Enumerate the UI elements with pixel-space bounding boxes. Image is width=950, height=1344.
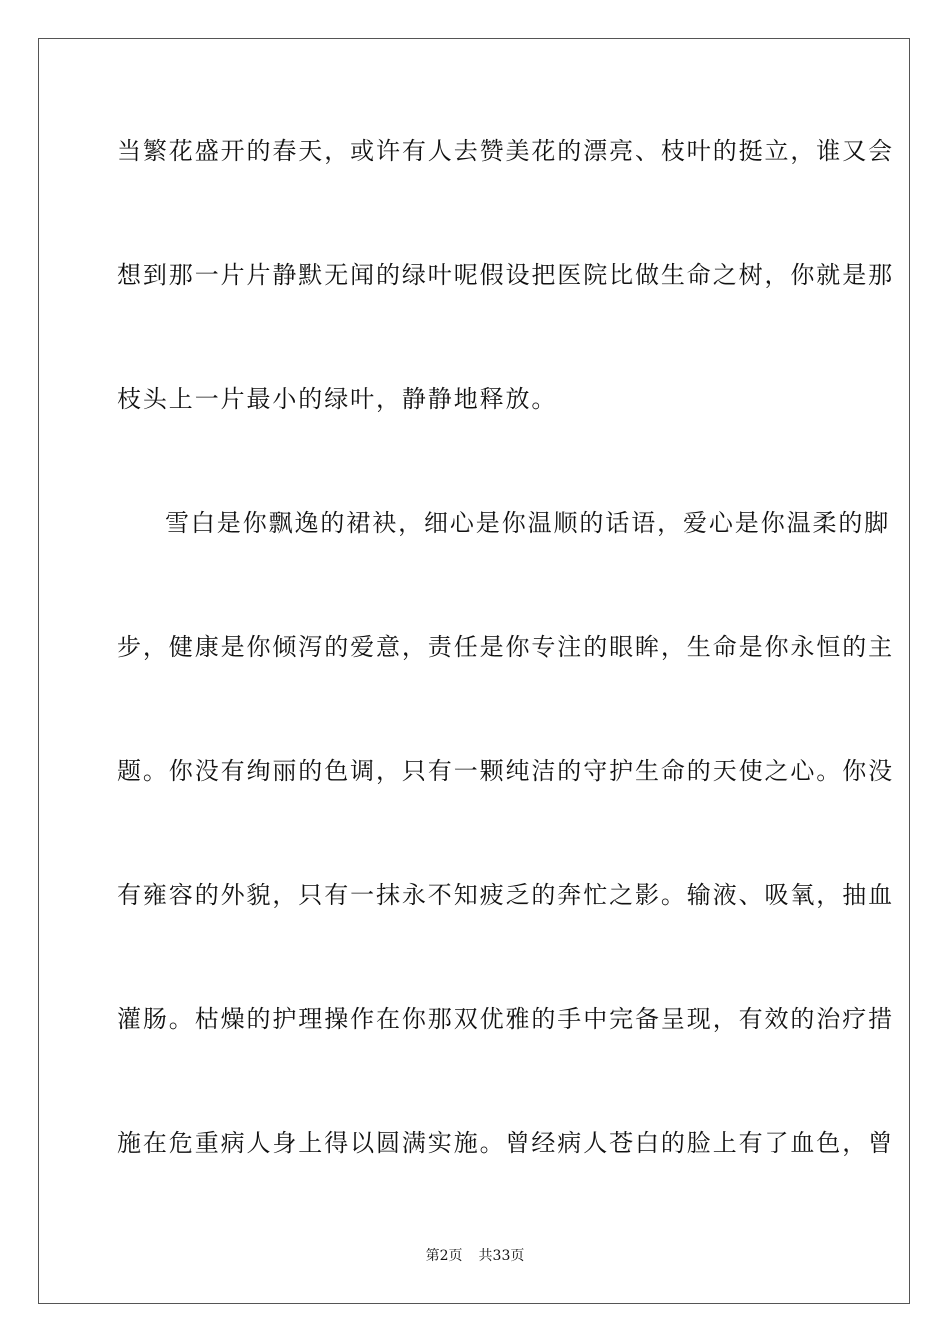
page-number: 第2页 (425, 1248, 463, 1264)
paragraph-start-line: 雪白是你飘逸的裙袂，细心是你温顺的话语，爱心是你温柔的脚 (165, 509, 891, 537)
body-text-line: 当繁花盛开的春天，或许有人去赞美花的漂亮、枝叶的挺立，谁又会 (117, 137, 894, 165)
body-text-line: 步，健康是你倾泻的爱意，责任是你专注的眼眸，生命是你永恒的主 (117, 633, 894, 661)
body-text-line: 有雍容的外貌，只有一抹永不知疲乏的奔忙之影。输液、吸氧，抽血 (117, 881, 894, 909)
page-footer (0, 1247, 950, 1265)
body-text-line: 灌肠。枯燥的护理操作在你那双优雅的手中完备呈现，有效的治疗措 (117, 1005, 894, 1033)
body-text-line: 题。你没有绚丽的色调，只有一颗纯洁的守护生命的天使之心。你没 (117, 757, 894, 785)
page-total: 共33页 (478, 1248, 525, 1264)
body-text-line: 想到那一片片静默无闻的绿叶呢假设把医院比做生命之树，你就是那 (117, 261, 894, 289)
page-border (38, 38, 910, 1304)
body-text-line: 施在危重病人身上得以圆满实施。曾经病人苍白的脸上有了血色，曾 (117, 1129, 894, 1157)
body-text-line: 枝头上一片最小的绿叶，静静地释放。 (117, 385, 558, 413)
